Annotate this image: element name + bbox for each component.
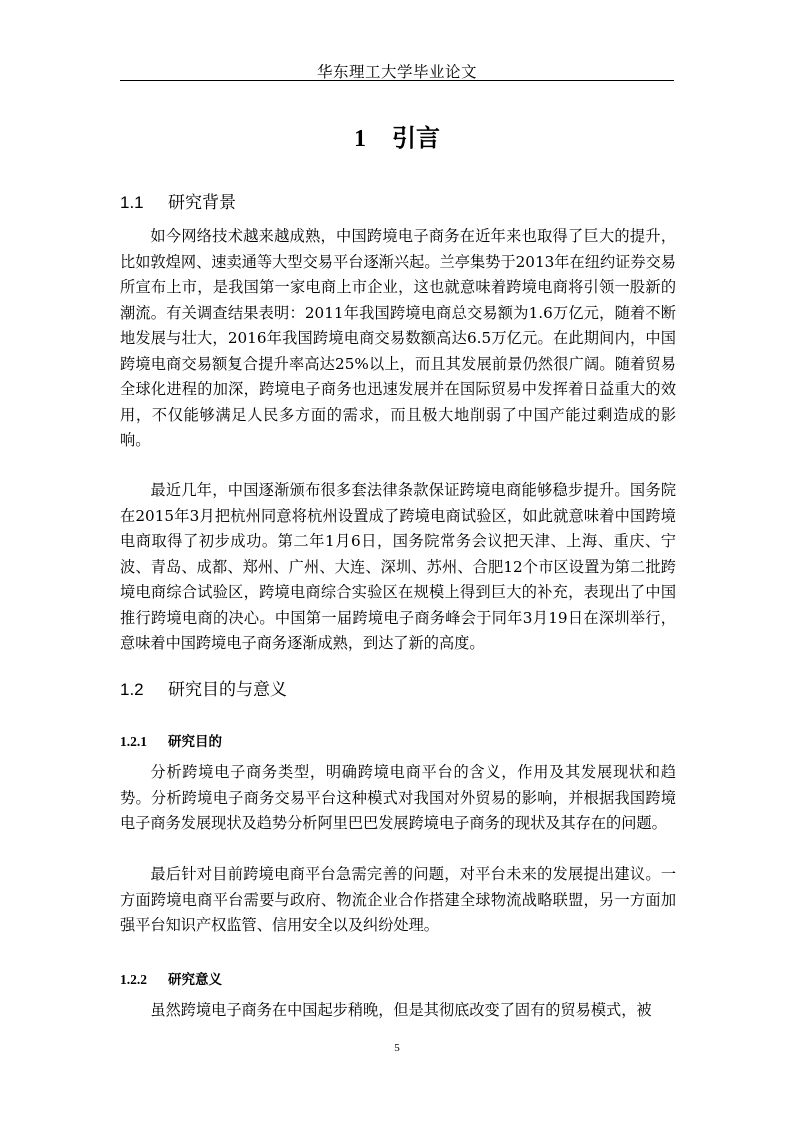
chapter-heading (120, 118, 674, 153)
paragraph: 分析跨境电子商务类型，明确跨境电商平台的含义，作用及其发展现状和趋势。分析跨境电子商务交易平台这种模式对我国对外贸易的影响，并根据我国跨境电子商务发展现状及趋势分析阿里巴巴发展跨境电子商务的现状及其存在的问题。 (120, 763, 676, 832)
section-title: 研究目的与意义 (168, 680, 287, 699)
page-number: 5 (394, 1042, 400, 1054)
section-title: 研究背景 (168, 193, 236, 212)
subsection-heading-1-2-2 (120, 968, 222, 988)
subsection-number: 1.2.2 (120, 972, 147, 987)
section-heading-1-1 (120, 188, 236, 213)
subsection-title: 研究目的 (168, 734, 222, 750)
section-heading-1-2 (120, 675, 287, 700)
chapter-number: 1 (354, 126, 366, 152)
paragraph: 如今网络技术越来越成熟，中国跨境电子商务在近年来也取得了巨大的提升，比如敦煌网、速卖通等大型交易平台逐渐兴起。兰亭集势于2013年在纽约证券交易所宣布上市，是我国第一家电商上市企业，这也就意味着跨境电商将引领一股新的潮流。有关调查结果表明：2011年我国跨境电商总交易额为1.6万亿元，随着不断地发展与壮大，2016年我国跨境电商交易数额高达6.5万亿元。在此期间内，中国跨境电商交易额复合提升率高达25%以上，而且其发展前景仍然很广阔。随着贸易全球化进程的加深，跨境电子商务也迅速发展并在国际贸易中发挥着日益重大的效用，不仅能够满足人民多方面的需求，而且极大地削弱了中国产能过剩造成的影响。 (120, 227, 676, 449)
subsection-number: 1.2.1 (120, 734, 147, 749)
section-number: 1.1 (120, 193, 144, 212)
chapter-title: 引言 (392, 123, 440, 152)
header-rule (120, 80, 674, 81)
running-header: 华东理工大学毕业论文 (316, 63, 477, 81)
paragraph: 最后针对目前跨境电商平台急需完善的问题，对平台未来的发展提出建议。一方面跨境电商平台需要与政府、物流企业合作搭建全球物流战略联盟，另一方面加强平台知识产权监管、信用安全以及纠纷处理。 (120, 865, 676, 934)
paragraph: 最近几年，中国逐渐颁布很多套法律条款保证跨境电商能够稳步提升。国务院在2015年3月把杭州同意将杭州设置成了跨境电商试验区，如此就意味着中国跨境电商取得了初步成功。第二年1月6日，国务院常务会议把天津、上海、重庆、宁波、青岛、成都、郑州、广州、大连、深圳、苏州、合肥12个市区设置为第二批跨境电商综合试验区，跨境电商综合实验区在规模上得到巨大的补充，表现出了中国推行跨境电商的决心。中国第一届跨境电子商务峰会于同年3月19日在深圳举行，意味着中国跨境电子商务逐渐成熟，到达了新的高度。 (120, 481, 676, 652)
subsection-heading-1-2-1 (120, 730, 222, 750)
paragraph: 虽然跨境电子商务在中国起步稍晚，但是其彻底改变了固有的贸易模式，被 (150, 1001, 652, 1019)
subsection-title: 研究意义 (168, 972, 222, 988)
section-number: 1.2 (120, 680, 144, 699)
